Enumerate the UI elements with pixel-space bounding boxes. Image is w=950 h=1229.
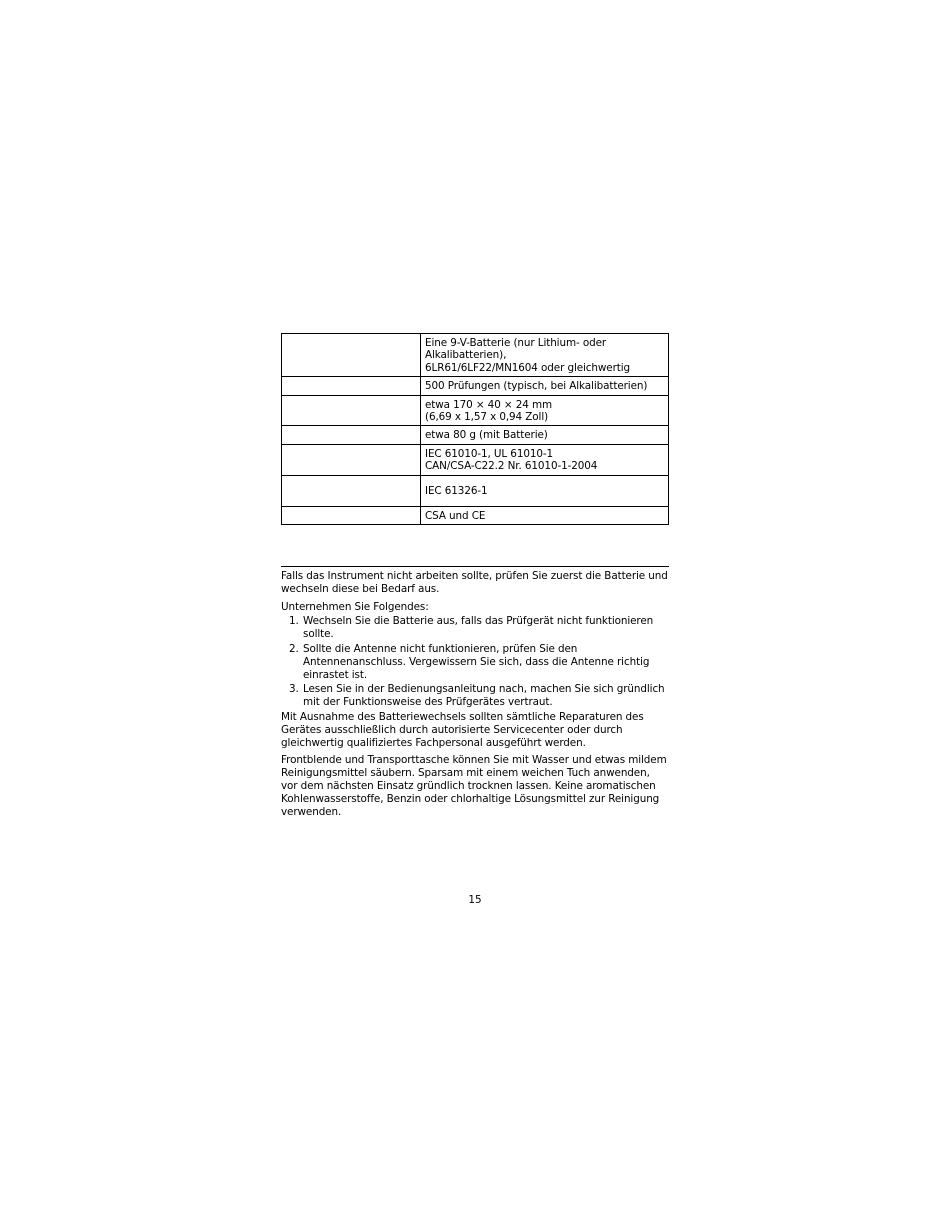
spec-label-cell bbox=[282, 475, 421, 506]
step-text: Lesen Sie in der Bedienungsanleitung nach, machen Sie sich gründlich mit der Funktionsweise des Prüfgerätes vertraut. bbox=[303, 683, 665, 709]
spec-value-cell bbox=[421, 395, 669, 426]
spec-value-line: CSA und CE bbox=[425, 509, 486, 522]
list-item bbox=[281, 615, 669, 641]
specifications-table bbox=[281, 333, 669, 525]
list-item bbox=[281, 643, 669, 681]
spec-label-cell bbox=[282, 506, 421, 524]
spec-value-line: IEC 61326-1 bbox=[425, 484, 488, 497]
spec-value-cell bbox=[421, 475, 669, 506]
table-row bbox=[282, 475, 669, 506]
spec-label-cell bbox=[282, 444, 421, 475]
spec-value-line: CAN/CSA-C22.2 Nr. 61010-1-2004 bbox=[425, 460, 598, 473]
step-text: Wechseln Sie die Batterie aus, falls das Prüfgerät nicht funktionieren sollte. bbox=[303, 615, 654, 641]
table-row bbox=[282, 426, 669, 444]
list-item bbox=[281, 683, 669, 709]
spec-label-cell bbox=[282, 426, 421, 444]
spec-value-cell bbox=[421, 334, 669, 377]
table-row bbox=[282, 395, 669, 426]
cleaning-note: Frontblende und Transporttasche können Sie mit Wasser und etwas mildem Reinigungsmittel säubern. Sparsam mit einem weichen Tuch anwenden, vor dem nächsten Einsatz gründlich trocknen lassen. Keine aromatischen Kohlenwasserstoffe, Benzin oder chlorhaltige Lösungsmittel zur Reinigung verwenden. bbox=[281, 754, 667, 818]
step-number: 1. bbox=[289, 615, 299, 628]
spec-value-line: etwa 80 g (mit Batterie) bbox=[425, 429, 548, 442]
document-page bbox=[281, 333, 669, 818]
spec-value-line: IEC 61010-1, UL 61010-1 bbox=[425, 447, 554, 460]
table-row bbox=[282, 506, 669, 524]
spec-value-line: 500 Prüfungen (typisch, bei Alkalibatterien) bbox=[425, 380, 648, 393]
spec-value-line: Alkalibatterien), bbox=[425, 349, 507, 362]
steps-intro: Unternehmen Sie Folgendes: bbox=[281, 600, 429, 613]
repair-note: Mit Ausnahme des Batteriewechsels sollten sämtliche Reparaturen des Gerätes ausschließlich durch autorisierte Servicecenter oder durch gleichwertig qualifiziertes Fachpersonal ausgeführt werden. bbox=[281, 710, 644, 749]
table-row bbox=[282, 377, 669, 395]
spec-value-line: etwa 170 × 40 × 24 mm bbox=[425, 398, 552, 411]
table-row bbox=[282, 334, 669, 377]
table-row bbox=[282, 444, 669, 475]
spec-label-cell bbox=[282, 334, 421, 377]
step-text: Sollte die Antenne nicht funktionieren, prüfen Sie den Antennenanschluss. Vergewissern Sie sich, dass die Antenne richtig einrastet ist. bbox=[303, 642, 650, 681]
spec-value-line: 6LR61/6LF22/MN1604 oder gleichwertig bbox=[425, 361, 631, 374]
spec-value-line: Eine 9-V-Batterie (nur Lithium- oder bbox=[425, 337, 607, 349]
step-number: 2. bbox=[289, 642, 299, 655]
page-number: 15 bbox=[468, 894, 482, 906]
spec-value-cell bbox=[421, 377, 669, 395]
maintenance-intro: Falls das Instrument nicht arbeiten sollte, prüfen Sie zuerst die Batterie und wechseln diese bei Bedarf aus. bbox=[281, 570, 668, 595]
spec-label-cell bbox=[282, 395, 421, 426]
steps-list bbox=[281, 615, 669, 709]
maintenance-section bbox=[281, 570, 669, 823]
section-divider bbox=[281, 566, 669, 567]
spec-value-cell bbox=[421, 426, 669, 444]
spec-value-cell bbox=[421, 506, 669, 524]
spec-label-cell bbox=[282, 377, 421, 395]
spec-value-line: (6,69 x 1,57 x 0,94 Zoll) bbox=[425, 411, 549, 424]
step-number: 3. bbox=[289, 683, 299, 696]
spec-value-cell bbox=[421, 444, 669, 475]
